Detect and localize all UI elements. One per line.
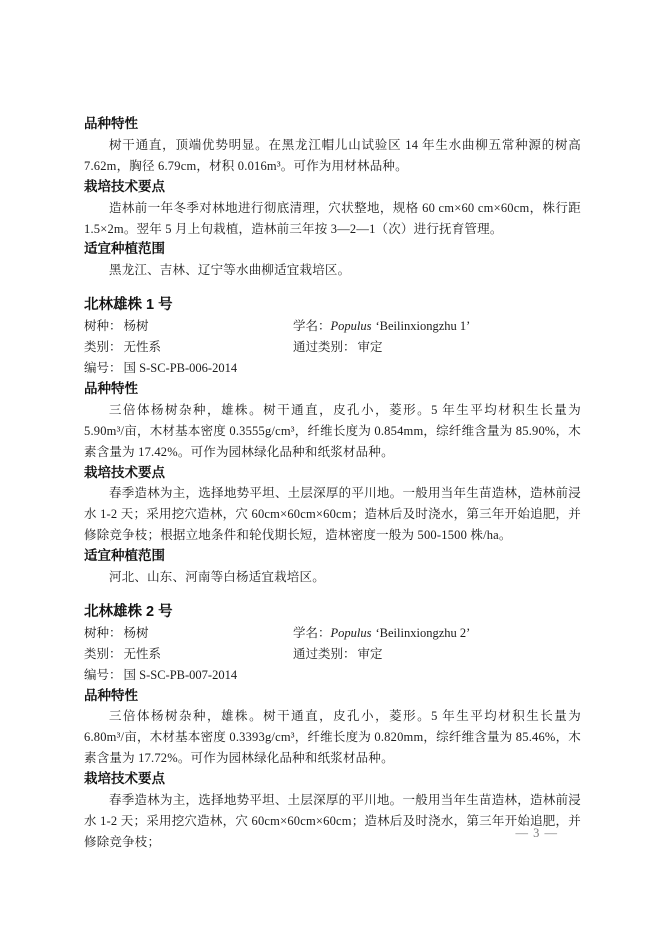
variety2-tech-heading: 栽培技术要点: [84, 771, 165, 787]
variety2-field-row-2: [84, 644, 581, 665]
intro-traits-heading: 品种特性: [84, 116, 138, 131]
intro-range-heading: 适宜种植范围: [84, 241, 165, 257]
variety2-name: 北林雄株 2 号: [84, 603, 173, 620]
code-value: 国 S-SC-PB-006-2014: [123, 360, 238, 375]
scientific-name-label: 学名：: [293, 319, 331, 334]
variety1-tech-heading: 栽培技术要点: [84, 464, 165, 480]
code-value: 国 S-SC-PB-007-2014: [123, 667, 238, 682]
page-content: [84, 114, 581, 853]
species-label: 树种：: [84, 625, 122, 640]
variety1-traits-paragraph: 三倍体杨树杂种，雄株。树干通直，皮孔小，菱形。5 年生平均材积生长量为 5.90m³/亩，木材基本密度 0.3555g/cm³，纤维长度为 0.854mm，综纤维含量为 85.90%，木素含量为 17.42%。可作为园林绿化品种和纸浆材品种。: [84, 402, 581, 459]
intro-traits-paragraph: 树干通直，顶端优势明显。在黑龙江帽儿山试验区 14 年生水曲柳五常种源的树高 7.62m，胸径 6.79cm，材积 0.016m³。可作为用材林品种。: [84, 137, 581, 173]
variety1-field-row-2: [84, 337, 581, 358]
variety1-scientific-name-field: [293, 316, 581, 337]
intro-range-paragraph: 黑龙江、吉林、辽宁等水曲柳适宜栽培区。: [109, 263, 351, 278]
variety1-name: 北林雄株 1 号: [84, 297, 173, 314]
variety2-category-field: [84, 644, 293, 665]
category-label: 类别：: [84, 646, 122, 661]
approval-label: 通过类别：: [293, 340, 356, 355]
code-label: 编号：: [84, 360, 122, 375]
variety1-field-row-3: [84, 358, 581, 379]
variety2-field-row-3: [84, 665, 581, 686]
variety1-field-row-1: [84, 316, 581, 337]
approval-label: 通过类别：: [293, 646, 356, 661]
variety1-range-paragraph: 河北、山东、河南等白杨适宜栽培区。: [109, 570, 325, 585]
approval-value: 审定: [357, 646, 383, 661]
variety2-scientific-name-field: [293, 623, 581, 644]
variety2-traits-paragraph: 三倍体杨树杂种，雄株。树干通直，皮孔小，菱形。5 年生平均材积生长量为 6.80m³/亩，木材基本密度 0.3393g/cm³，纤维长度为 0.820mm，综纤维含量为 85.46%，木素含量为 17.72%。可作为园林绿化品种和纸浆材品种。: [84, 709, 581, 766]
approval-value: 审定: [357, 340, 383, 355]
variety1-species-field: [84, 316, 293, 337]
variety1-approval-field: [293, 337, 581, 358]
variety2-approval-field: [293, 644, 581, 665]
code-label: 编号：: [84, 667, 122, 682]
category-value: 无性系: [123, 340, 162, 355]
scientific-name-cultivar: ‘Beilinxiongzhu 2’: [375, 625, 471, 640]
variety1-tech-paragraph: 春季造林为主，选择地势平坦、土层深厚的平川地。一般用当年生苗造林，造林前浸水 1-2 天；采用挖穴造林，穴 60cm×60cm×60cm；造林后及时浇水，第三年开始追肥，并修除竞争枝；根据立地条件和轮伐期长短，造林密度一般为 500-1500 株/ha。: [84, 486, 581, 543]
species-value: 杨树: [123, 319, 149, 334]
variety2-traits-heading: 品种特性: [84, 687, 138, 703]
intro-tech-paragraph: 造林前一年冬季对林地进行彻底清理，穴状整地，规格 60 cm×60 cm×60cm，株行距 1.5×2m。翌年 5 月上旬栽植，造林前三年按 3—2—1（次）进行抚育管理。: [84, 200, 581, 236]
variety1-category-field: [84, 337, 293, 358]
variety2-tech-paragraph: 春季造林为主，选择地势平坦、土层深厚的平川地。一般用当年生苗造林，造林前浸水 1-2 天；采用挖穴造林，穴 60cm×60cm×60cm；造林后及时浇水，第三年开始追肥，并修除竞争枝；: [84, 793, 581, 849]
scientific-name-genus: Populus: [330, 319, 372, 334]
page-number: — 3 —: [515, 826, 558, 840]
variety1-range-heading: 适宜种植范围: [84, 548, 165, 564]
variety2-species-field: [84, 623, 293, 644]
scientific-name-genus: Populus: [330, 625, 372, 640]
species-label: 树种：: [84, 319, 122, 334]
species-value: 杨树: [123, 625, 149, 640]
scientific-name-cultivar: ‘Beilinxiongzhu 1’: [375, 319, 471, 334]
intro-tech-heading: 栽培技术要点: [84, 178, 165, 194]
scientific-name-label: 学名：: [293, 625, 331, 640]
variety1-traits-heading: 品种特性: [84, 380, 138, 396]
category-value: 无性系: [123, 646, 162, 661]
variety2-field-row-1: [84, 623, 581, 644]
category-label: 类别：: [84, 340, 122, 355]
variety1-code-field: [84, 358, 293, 379]
variety2-code-field: [84, 665, 293, 686]
